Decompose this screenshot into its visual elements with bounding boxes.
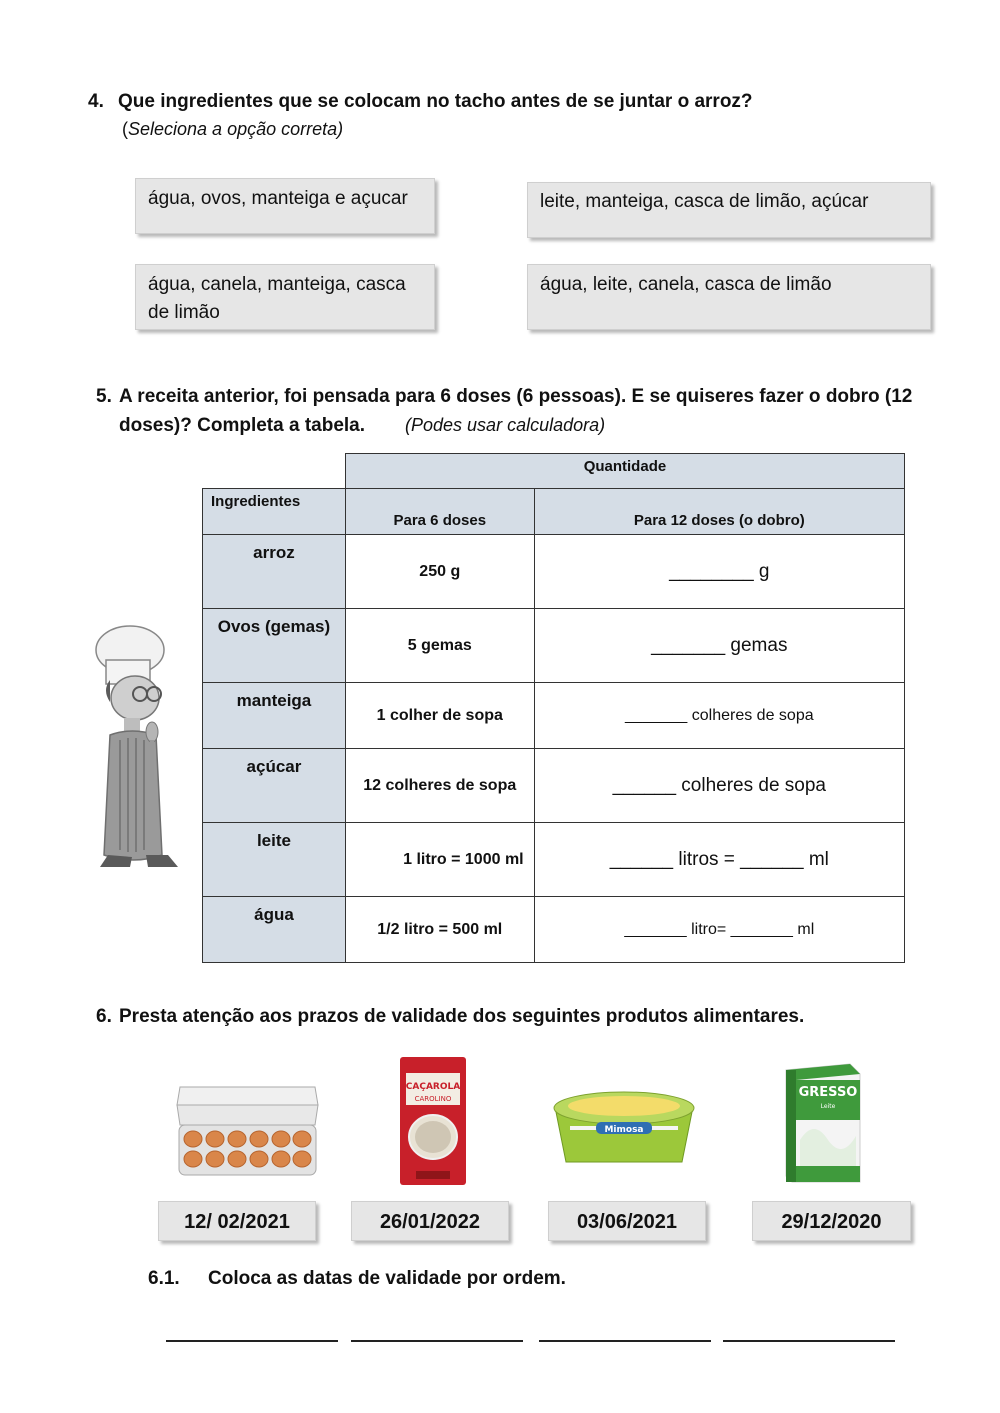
answer-line-1[interactable] <box>166 1340 338 1342</box>
qty6-cell: 5 gemas <box>345 609 534 683</box>
milk-sub-label: Leite <box>820 1103 836 1110</box>
table-row <box>203 535 905 609</box>
table-row <box>203 823 905 897</box>
question-5-hint: (Podes usar calculadora) <box>405 415 606 435</box>
table-corner-cell <box>203 454 346 489</box>
table-row <box>203 609 905 683</box>
question-4-text: Que ingredientes que se colocam no tacho antes de se juntar o arroz? <box>118 91 753 112</box>
butter-tub-icon <box>550 1088 698 1168</box>
option-b-label: leite, manteiga, casca de limão, açúcar <box>540 191 869 212</box>
table-row <box>203 683 905 749</box>
rice-package-icon <box>396 1055 470 1187</box>
ingredient-cell: manteiga <box>203 683 346 749</box>
recipe-table <box>202 453 905 963</box>
qty12-answer-cell[interactable]: _______ litro= _______ ml <box>534 897 904 963</box>
table-row <box>203 897 905 963</box>
qty6-cell: 250 g <box>345 535 534 609</box>
date-box-eggs[interactable] <box>158 1201 316 1241</box>
quantity-header: Quantidade <box>345 454 904 489</box>
question-5-text-line2: doses)? Completa a tabela. <box>119 415 366 436</box>
date-label: 12/ 02/2021 <box>184 1211 290 1233</box>
question-4-hint <box>122 119 343 140</box>
qty12-answer-cell[interactable]: ________ g <box>534 535 904 609</box>
answer-line-2[interactable] <box>351 1340 523 1342</box>
ingredient-cell: açúcar <box>203 749 346 823</box>
question-5-text-line1: A receita anterior, foi pensada para 6 doses (6 pessoas). E se quiseres fazer o dobro (12 <box>119 386 913 407</box>
option-a-label: água, ovos, manteiga e açucar <box>148 188 408 209</box>
ingredient-cell: leite <box>203 823 346 897</box>
ingredient-cell: água <box>203 897 346 963</box>
col-6-doses-header: Para 6 doses <box>345 489 534 535</box>
date-box-butter[interactable] <box>548 1201 706 1241</box>
question-6-text: Presta atenção aos prazos de validade dos seguintes produtos alimentares. <box>119 1006 805 1027</box>
date-label: 26/01/2022 <box>379 1211 481 1233</box>
qty12-answer-cell[interactable]: _______ colheres de sopa <box>534 683 904 749</box>
answer-line-3[interactable] <box>539 1340 711 1342</box>
option-d-label: água, leite, canela, casca de limão <box>540 274 832 295</box>
question-4-title <box>88 88 753 116</box>
egg-carton-icon <box>175 1085 320 1177</box>
qty6-cell: 1/2 litro = 500 ml <box>345 897 534 963</box>
qty12-answer-cell[interactable]: ______ litros = ______ ml <box>534 823 904 897</box>
col-12-doses-header: Para 12 doses (o dobro) <box>534 489 904 535</box>
option-d[interactable] <box>527 264 931 330</box>
option-c[interactable] <box>135 264 435 330</box>
butter-brand-label: Mimosa <box>604 1125 644 1135</box>
question-6-1-text: Coloca as datas de validade por ordem. <box>208 1268 566 1289</box>
milk-carton-icon <box>780 1060 865 1185</box>
date-label: 03/06/2021 <box>576 1211 678 1233</box>
question-6-number: 6. <box>96 1006 112 1027</box>
qty6-cell: 12 colheres de sopa <box>345 749 534 823</box>
question-6-1-number: 6.1. <box>148 1268 180 1289</box>
answer-line-4[interactable] <box>723 1340 895 1342</box>
date-label: 29/12/2020 <box>781 1211 882 1233</box>
qty6-cell: 1 colher de sopa <box>345 683 534 749</box>
qty12-answer-cell[interactable]: _______ gemas <box>534 609 904 683</box>
ingredient-cell: Ovos (gemas) <box>203 609 346 683</box>
chef-illustration <box>80 620 190 880</box>
question-5-title <box>96 383 926 440</box>
option-c-label: água, canela, manteiga, casca de limão <box>148 274 406 323</box>
option-a[interactable] <box>135 178 435 234</box>
table-row <box>203 749 905 823</box>
date-box-milk[interactable] <box>752 1201 911 1241</box>
question-4-hint-text: Seleciona a opção correta) <box>128 119 344 139</box>
rice-sub-label: CAROLINO <box>414 1095 452 1103</box>
question-6-title <box>96 1003 804 1031</box>
question-4-number: 4. <box>88 91 104 112</box>
qty12-answer-cell[interactable]: ______ colheres de sopa <box>534 749 904 823</box>
milk-brand-label: GRESSO <box>798 1085 858 1100</box>
option-b[interactable] <box>527 182 931 238</box>
rice-brand-label: CAÇAROLA <box>405 1082 461 1092</box>
question-5-number: 5. <box>96 386 112 407</box>
date-box-rice[interactable] <box>351 1201 509 1241</box>
qty6-cell: 1 litro = 1000 ml <box>345 823 534 897</box>
question-6-1-title <box>148 1265 566 1293</box>
question-4-hint-paren: ( <box>122 119 128 139</box>
ingredients-header: Ingredientes <box>203 489 346 535</box>
ingredient-cell: arroz <box>203 535 346 609</box>
